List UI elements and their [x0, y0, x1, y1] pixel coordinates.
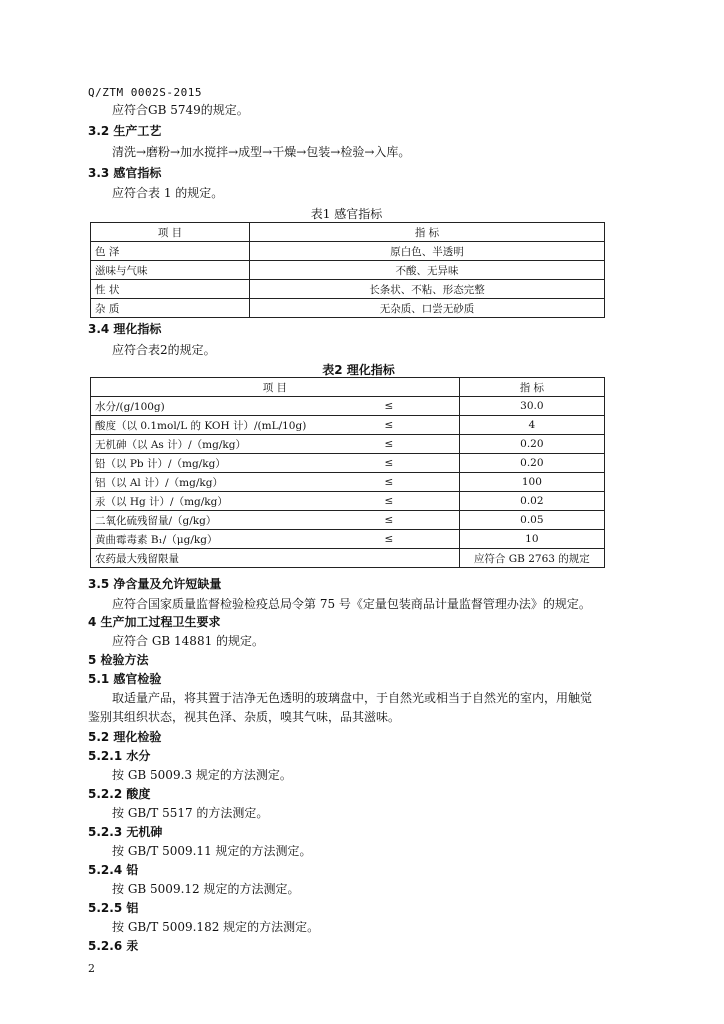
sensory-table [90, 222, 605, 318]
table-row [91, 549, 605, 568]
section-heading: 5.2.5 铝 [88, 901, 139, 915]
page-number: 2 [88, 962, 95, 975]
table-row [91, 261, 605, 280]
table-cell: 黄曲霉毒素 B₁/（μg/kg） [91, 530, 320, 549]
table-cell: 不酸、无异味 [250, 261, 605, 280]
table-header-cell: 项 目 [91, 223, 250, 242]
table-cell: ≤ [319, 435, 459, 454]
table-row [91, 280, 605, 299]
section-heading: 5.2.4 铅 [88, 863, 139, 877]
table-header-cell: 指 标 [250, 223, 605, 242]
table-cell: ≤ [319, 397, 459, 416]
table-cell: ≤ [319, 416, 459, 435]
section-heading: 5.2.2 酸度 [88, 787, 151, 801]
table-cell: 二氧化硫残留量/（g/kg） [91, 511, 320, 530]
table-cell: 性 状 [91, 280, 250, 299]
table-header-cell: 项 目 [91, 378, 460, 397]
table-row [91, 299, 605, 318]
table-cell: ≤ [319, 511, 459, 530]
table-row [91, 242, 605, 261]
table-header-row [91, 223, 605, 242]
table-cell: 0.02 [459, 492, 604, 511]
section-heading: 5 检验方法 [88, 653, 149, 667]
table-cell: ≤ [319, 454, 459, 473]
table-row [91, 435, 605, 454]
table-row [91, 511, 605, 530]
section-heading: 5.2.3 无机砷 [88, 825, 163, 839]
table-cell [319, 549, 459, 568]
table-cell: 30.0 [459, 397, 604, 416]
table-cell: 色 泽 [91, 242, 250, 261]
table-row [91, 530, 605, 549]
document-code: Q/ZTM 0002S-2015 [88, 86, 202, 99]
table-cell: 农药最大残留限量 [91, 549, 320, 568]
table-cell: 酸度（以 0.1mol/L 的 KOH 计）/(mL/10g) [91, 416, 320, 435]
section-heading: 3.2 生产工艺 [88, 124, 162, 138]
paragraph: 鉴别其组织状态，视其色泽、杂质，嗅其气味，品其滋味。 [88, 710, 401, 724]
table-header-row [91, 378, 605, 397]
paragraph: 清洗→磨粉→加水搅拌→成型→干燥→包装→检验→入库。 [112, 145, 411, 159]
section-heading: 5.2.6 汞 [88, 939, 139, 953]
paragraph: 应符合表 1 的规定。 [112, 186, 224, 200]
table-cell: 滋味与气味 [91, 261, 250, 280]
table-cell: 铅（以 Pb 计）/（mg/kg） [91, 454, 320, 473]
section-heading: 3.3 感官指标 [88, 166, 162, 180]
table-cell: 10 [459, 530, 604, 549]
table-row [91, 492, 605, 511]
section-heading: 4 生产加工过程卫生要求 [88, 615, 221, 629]
table-header-cell: 指 标 [459, 378, 604, 397]
paragraph: 按 GB 5009.12 规定的方法测定。 [112, 882, 300, 896]
table-cell: 4 [459, 416, 604, 435]
table-cell: 水分/(g/100g) [91, 397, 320, 416]
table-cell: 无杂质、口尝无砂质 [250, 299, 605, 318]
table-caption: 表1 感官指标 [310, 207, 383, 221]
table-row [91, 473, 605, 492]
table-cell: 0.20 [459, 435, 604, 454]
table-cell: 0.20 [459, 454, 604, 473]
table-row [91, 397, 605, 416]
paragraph: 按 GB/T 5517 的方法测定。 [112, 806, 269, 820]
table-cell: 长条状、不粘、形态完整 [250, 280, 605, 299]
paragraph: 按 GB/T 5009.11 规定的方法测定。 [112, 844, 312, 858]
paragraph: 应符合表2的规定。 [112, 343, 216, 357]
physicochemical-table [90, 377, 605, 568]
table-cell: ≤ [319, 530, 459, 549]
section-heading: 5.2 理化检验 [88, 730, 162, 744]
paragraph: 应符合 GB 14881 的规定。 [112, 634, 265, 648]
table-cell: 应符合 GB 2763 的规定 [459, 549, 604, 568]
table-caption: 表2 理化指标 [322, 363, 395, 377]
table-cell: 100 [459, 473, 604, 492]
section-heading: 5.2.1 水分 [88, 749, 151, 763]
paragraph: 按 GB/T 5009.182 规定的方法测定。 [112, 920, 320, 934]
paragraph: 应符合GB 5749的规定。 [112, 103, 249, 117]
table-cell: ≤ [319, 492, 459, 511]
table-cell: 无机砷（以 As 计）/（mg/kg） [91, 435, 320, 454]
table-cell: ≤ [319, 473, 459, 492]
paragraph: 按 GB 5009.3 规定的方法测定。 [112, 768, 292, 782]
section-heading: 3.5 净含量及允许短缺量 [88, 577, 222, 591]
table-row [91, 416, 605, 435]
table-cell: 汞（以 Hg 计）/（mg/kg） [91, 492, 320, 511]
section-heading: 5.1 感官检验 [88, 672, 162, 686]
table-cell: 铝（以 Al 计）/（mg/kg） [91, 473, 320, 492]
table-cell: 杂 质 [91, 299, 250, 318]
table-row [91, 454, 605, 473]
paragraph: 取适量产品，将其置于洁净无色透明的玻璃盘中，于自然光或相当于自然光的室内，用触觉 [112, 691, 593, 705]
section-heading: 3.4 理化指标 [88, 322, 162, 336]
paragraph: 应符合国家质量监督检验检疫总局令第 75 号《定量包装商品计量监督管理办法》的规定。 [112, 597, 591, 611]
table-cell: 0.05 [459, 511, 604, 530]
table-cell: 原白色、半透明 [250, 242, 605, 261]
